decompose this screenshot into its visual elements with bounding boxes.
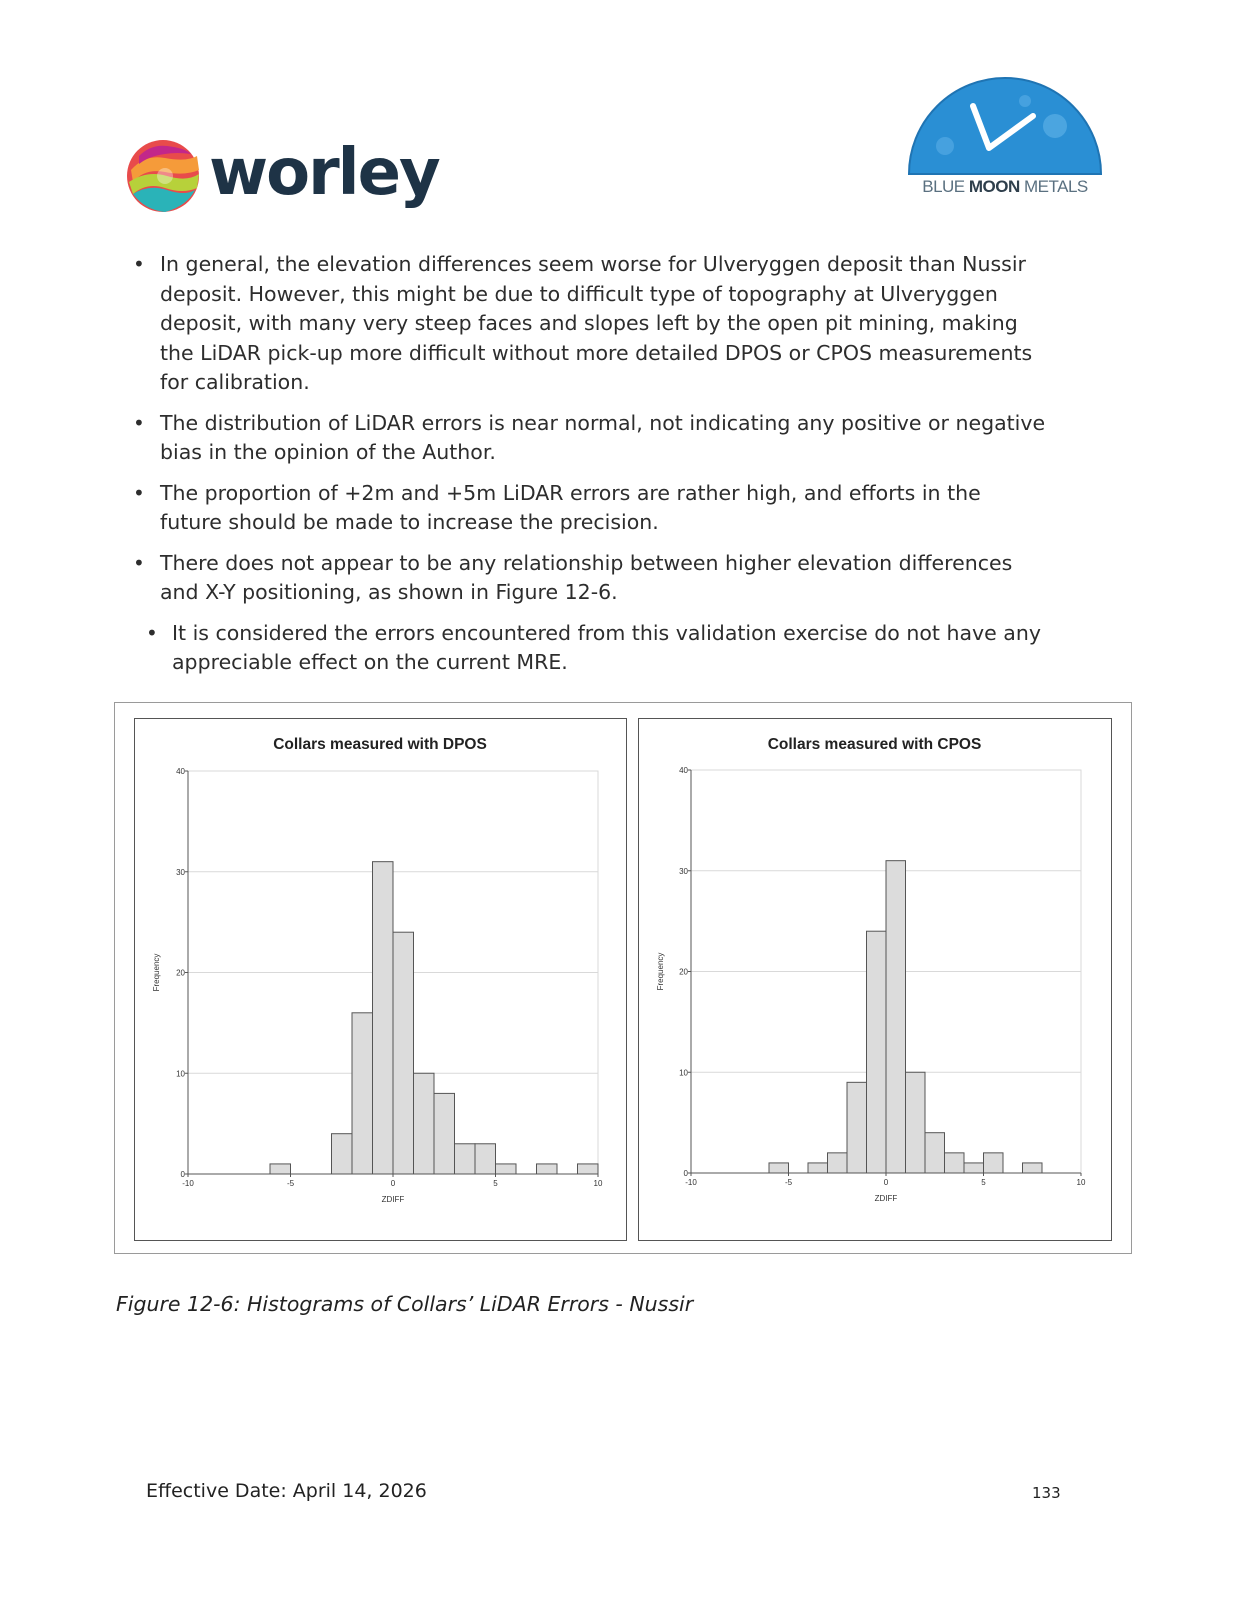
histogram-bar: [537, 1164, 558, 1174]
x-tick-label: 10: [593, 1179, 603, 1188]
histogram-bar: [373, 862, 394, 1174]
figure-caption: Figure 12-6: Histograms of Collars’ LiDAR Errors - Nussir: [116, 1292, 694, 1316]
histogram-bar: [455, 1144, 476, 1174]
histogram-bar: [828, 1153, 848, 1173]
histogram-bar: [964, 1163, 984, 1173]
x-tick-label: -5: [286, 1179, 295, 1188]
logo-text-blue: BLUE: [922, 177, 969, 196]
histogram-bar: [434, 1093, 455, 1174]
worley-logo: [125, 132, 445, 218]
y-tick-label: 0: [180, 1170, 185, 1179]
histogram-cpos: [639, 719, 1110, 1239]
x-axis-label: ZDIFF: [381, 1195, 405, 1204]
bullet-icon: •: [133, 550, 145, 575]
x-tick-label: -5: [784, 1178, 793, 1187]
chart-title: Collars measured with CPOS: [767, 736, 982, 753]
x-tick-label: -10: [685, 1178, 697, 1187]
histogram-bar: [475, 1144, 496, 1174]
bullet-icon: •: [146, 620, 158, 645]
bullet-item: [128, 549, 1048, 608]
bullet-text: There does not appear to be any relationship between higher elevation differences and X-Y positioning, as shown in Figure 12-6.: [160, 550, 1013, 604]
histogram-bar: [886, 861, 906, 1173]
histogram-bar: [925, 1133, 945, 1173]
bullet-item: [128, 250, 1048, 398]
y-axis-label: Frequency: [152, 953, 161, 992]
bullet-item: [128, 619, 1048, 678]
bullet-text: In general, the elevation differences seem worse for Ulveryggen deposit than Nussir deposit. However, this might be due to difficult type of topography at Ulveryggen deposit, with many very steep faces and slopes left by the open pit mining, making the LiDAR pick-up more difficult without more detailed DPOS or CPOS measurements for calibration.: [160, 252, 1033, 394]
histogram-bar: [352, 1013, 373, 1174]
moon-icon: [905, 76, 1105, 176]
x-tick-label: 0: [390, 1179, 396, 1188]
histogram-bar: [1023, 1163, 1043, 1173]
x-tick-label: 5: [493, 1179, 498, 1188]
worley-wordmark: worley: [209, 136, 439, 210]
y-tick-label: 30: [176, 867, 185, 877]
figure-frame: [114, 702, 1132, 1254]
histogram-bar: [906, 1072, 926, 1173]
bullet-icon: •: [133, 252, 145, 276]
histogram-bar: [332, 1134, 353, 1174]
histogram-cpos-panel: [638, 718, 1112, 1241]
histogram-bar: [984, 1153, 1004, 1173]
y-tick-label: 10: [176, 1069, 185, 1079]
bullet-text: The distribution of LiDAR errors is near normal, not indicating any positive or negative bias in the opinion of the Author.: [160, 410, 1046, 464]
y-tick-label: 40: [679, 766, 688, 775]
histogram-bar: [847, 1082, 867, 1173]
bullet-icon: •: [133, 410, 145, 435]
y-axis-label: Frequency: [656, 952, 665, 991]
histogram-bar: [808, 1163, 828, 1173]
x-axis-label: ZDIFF: [874, 1194, 898, 1203]
y-tick-label: 30: [679, 866, 688, 876]
histogram-bar: [769, 1163, 789, 1173]
histogram-bar: [414, 1073, 435, 1174]
histogram-bar: [496, 1164, 517, 1174]
x-tick-label: 0: [883, 1178, 889, 1187]
bullet-icon: •: [133, 480, 145, 505]
blue-moon-metals-logo: [905, 76, 1105, 206]
worley-swirl-icon: [125, 136, 205, 216]
chart-title: Collars measured with DPOS: [273, 736, 487, 753]
y-tick-label: 0: [683, 1169, 688, 1178]
histogram-bar: [393, 932, 414, 1174]
y-tick-label: 40: [176, 767, 185, 776]
x-tick-label: -10: [182, 1179, 194, 1188]
histogram-bar: [578, 1164, 599, 1174]
x-tick-label: 10: [1076, 1178, 1086, 1187]
histogram-bar: [867, 931, 887, 1173]
bullet-list: [128, 250, 1048, 689]
y-tick-label: 20: [176, 968, 185, 978]
footer-effective-date: Effective Date: April 14, 2026: [146, 1480, 427, 1502]
bullet-item: [128, 479, 1048, 538]
y-tick-label: 10: [679, 1068, 688, 1078]
histogram-bar: [270, 1164, 291, 1174]
histogram-bar: [945, 1153, 965, 1173]
histogram-dpos-panel: [134, 718, 627, 1241]
x-tick-label: 5: [981, 1178, 986, 1187]
bullet-item: [128, 409, 1048, 468]
histogram-dpos: [135, 719, 625, 1239]
footer-page-number: 133: [1032, 1484, 1061, 1502]
bullet-text: It is considered the errors encountered from this validation exercise do not have any appreciable effect on the current MRE.: [172, 620, 1041, 674]
bullet-text: The proportion of +2m and +5m LiDAR errors are rather high, and efforts in the future should be made to increase the precision.: [160, 480, 981, 534]
blue-moon-metals-wordmark: [905, 177, 1105, 197]
y-tick-label: 20: [679, 967, 688, 977]
logo-text-moon: MOON: [968, 177, 1020, 196]
logo-text-metals: METALS: [1019, 177, 1088, 196]
